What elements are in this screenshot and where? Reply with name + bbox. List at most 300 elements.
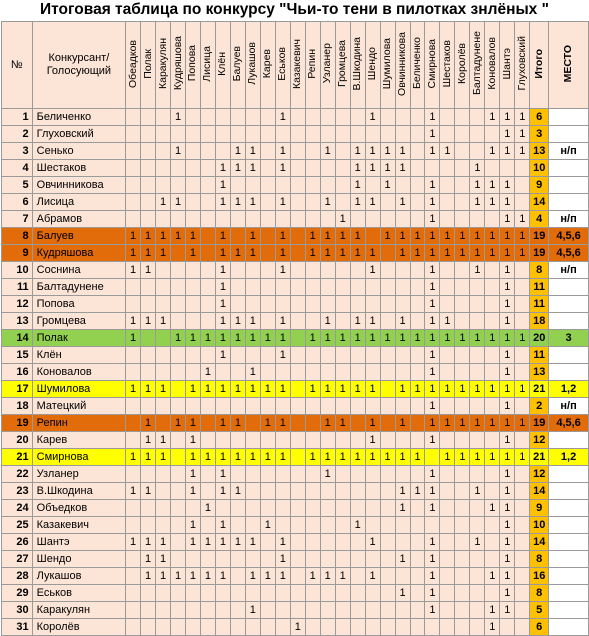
vote-cell (305, 279, 320, 296)
vote-cell (395, 466, 410, 483)
vote-cell: 1 (410, 228, 425, 245)
table-row (2, 296, 589, 313)
vote-cell: 1 (335, 330, 350, 347)
vote-cell (470, 466, 485, 483)
vote-cell (380, 517, 395, 534)
vote-cell: 1 (335, 449, 350, 466)
vote-cell (215, 551, 230, 568)
vote-cell (350, 126, 365, 143)
vote-cell: 1 (515, 245, 530, 262)
vote-cell: 1 (200, 381, 215, 398)
vote-cell: 1 (425, 143, 440, 160)
vote-cell (395, 517, 410, 534)
header-voter (320, 22, 335, 109)
vote-cell (275, 126, 290, 143)
total-cell: 14 (530, 534, 549, 551)
table-row (2, 602, 589, 619)
row-number: 10 (2, 262, 33, 279)
vote-cell: 1 (485, 619, 500, 636)
vote-cell: 1 (126, 228, 141, 245)
vote-cell (455, 160, 470, 177)
vote-cell (185, 194, 200, 211)
vote-cell (395, 364, 410, 381)
vote-cell (290, 466, 305, 483)
vote-cell: 1 (365, 194, 380, 211)
total-cell: 12 (530, 466, 549, 483)
vote-cell: 1 (215, 568, 230, 585)
vote-cell: 1 (500, 551, 515, 568)
header-voter (485, 22, 500, 109)
vote-cell (365, 211, 380, 228)
vote-cell (200, 279, 215, 296)
vote-cell: 1 (245, 313, 260, 330)
row-number: 16 (2, 364, 33, 381)
vote-cell: 1 (200, 330, 215, 347)
vote-cell: 1 (141, 432, 156, 449)
vote-cell (290, 330, 305, 347)
vote-cell: 1 (395, 330, 410, 347)
vote-cell (485, 211, 500, 228)
contestant-name: Сенько (32, 143, 125, 160)
vote-cell: 1 (171, 109, 186, 126)
vote-cell (410, 177, 425, 194)
vote-cell (485, 364, 500, 381)
vote-cell (410, 262, 425, 279)
vote-cell: 1 (260, 568, 275, 585)
vote-cell (470, 398, 485, 415)
vote-cell (335, 126, 350, 143)
vote-cell: 1 (200, 534, 215, 551)
vote-cell: 1 (141, 568, 156, 585)
vote-cell (200, 347, 215, 364)
vote-cell: 1 (500, 279, 515, 296)
vote-cell: 1 (215, 296, 230, 313)
vote-cell (320, 483, 335, 500)
total-cell: 14 (530, 483, 549, 500)
place-cell (549, 109, 589, 126)
vote-cell (156, 585, 171, 602)
vote-cell (245, 398, 260, 415)
voter-label: Королёв (455, 43, 468, 84)
place-cell (549, 279, 589, 296)
vote-cell (365, 347, 380, 364)
vote-cell (126, 109, 141, 126)
vote-cell (260, 296, 275, 313)
vote-cell: 1 (410, 449, 425, 466)
table-row (2, 619, 589, 636)
total-cell: 21 (530, 449, 549, 466)
vote-cell: 1 (410, 483, 425, 500)
vote-cell: 1 (275, 245, 290, 262)
vote-cell: 1 (485, 330, 500, 347)
vote-cell (470, 279, 485, 296)
vote-cell (515, 364, 530, 381)
vote-cell (320, 585, 335, 602)
vote-cell (305, 585, 320, 602)
vote-cell (200, 313, 215, 330)
vote-cell: 1 (515, 381, 530, 398)
vote-cell: 1 (185, 449, 200, 466)
contestant-name: Балтадунене (32, 279, 125, 296)
vote-cell: 1 (245, 160, 260, 177)
header-voter (410, 22, 425, 109)
vote-cell: 1 (171, 143, 186, 160)
contestant-name: Беличенко (32, 109, 125, 126)
vote-cell: 1 (156, 449, 171, 466)
vote-cell (126, 347, 141, 364)
vote-cell: 1 (215, 483, 230, 500)
vote-cell (305, 551, 320, 568)
vote-cell (365, 228, 380, 245)
vote-cell (335, 296, 350, 313)
vote-cell (515, 551, 530, 568)
header-voter (500, 22, 515, 109)
table-row (2, 500, 589, 517)
vote-cell (185, 177, 200, 194)
vote-cell: 1 (410, 245, 425, 262)
vote-cell (455, 483, 470, 500)
table-row (2, 398, 589, 415)
contestant-name: Соснина (32, 262, 125, 279)
vote-cell (320, 211, 335, 228)
vote-cell: 1 (305, 245, 320, 262)
voter-label: Овчинникова (396, 31, 409, 96)
vote-cell (156, 296, 171, 313)
voter-label: Узланер (321, 43, 334, 84)
vote-cell (185, 109, 200, 126)
vote-cell (350, 347, 365, 364)
vote-cell: 1 (230, 415, 245, 432)
vote-cell (230, 126, 245, 143)
header-voter (395, 22, 410, 109)
vote-cell (230, 551, 245, 568)
vote-cell: 1 (335, 245, 350, 262)
vote-cell: 1 (215, 262, 230, 279)
vote-cell (410, 109, 425, 126)
table-row (2, 245, 589, 262)
vote-cell (230, 619, 245, 636)
vote-cell: 1 (200, 449, 215, 466)
vote-cell (485, 313, 500, 330)
vote-cell: 1 (275, 449, 290, 466)
vote-cell (126, 602, 141, 619)
vote-cell (485, 551, 500, 568)
vote-cell (260, 619, 275, 636)
vote-cell: 1 (275, 313, 290, 330)
vote-cell (440, 517, 455, 534)
vote-cell (141, 347, 156, 364)
vote-cell (185, 313, 200, 330)
vote-cell (290, 143, 305, 160)
vote-cell (440, 194, 455, 211)
vote-cell (380, 245, 395, 262)
vote-cell: 1 (440, 245, 455, 262)
place-cell (549, 194, 589, 211)
vote-cell (440, 364, 455, 381)
vote-cell (185, 211, 200, 228)
row-number: 15 (2, 347, 33, 364)
contestant-name: Коновалов (32, 364, 125, 381)
vote-cell: 1 (470, 449, 485, 466)
vote-cell (335, 602, 350, 619)
place-cell (549, 500, 589, 517)
vote-cell (230, 296, 245, 313)
vote-cell (141, 211, 156, 228)
vote-cell (515, 313, 530, 330)
vote-cell (290, 194, 305, 211)
vote-cell (156, 330, 171, 347)
vote-cell (380, 466, 395, 483)
vote-cell: 1 (350, 160, 365, 177)
vote-cell: 1 (380, 177, 395, 194)
vote-cell: 1 (141, 449, 156, 466)
header-voter (455, 22, 470, 109)
vote-cell: 1 (245, 449, 260, 466)
vote-cell: 1 (470, 160, 485, 177)
place-cell (549, 602, 589, 619)
voter-label: Беличенко (411, 37, 423, 90)
vote-cell (171, 585, 186, 602)
header-row (2, 22, 589, 109)
voter-label: Обеадков (126, 39, 139, 88)
vote-cell (230, 432, 245, 449)
vote-cell: 1 (230, 381, 245, 398)
vote-cell (365, 398, 380, 415)
vote-cell (320, 551, 335, 568)
vote-cell (141, 602, 156, 619)
header-place (549, 22, 589, 109)
vote-cell: 1 (365, 432, 380, 449)
vote-cell (410, 126, 425, 143)
vote-cell: 1 (500, 330, 515, 347)
vote-cell: 1 (515, 126, 530, 143)
vote-cell (156, 500, 171, 517)
vote-cell: 1 (215, 466, 230, 483)
vote-cell (260, 262, 275, 279)
vote-cell (200, 194, 215, 211)
table-row (2, 585, 589, 602)
vote-cell (350, 602, 365, 619)
vote-cell (200, 466, 215, 483)
vote-cell (290, 415, 305, 432)
vote-cell (275, 500, 290, 517)
vote-cell (440, 551, 455, 568)
vote-cell (171, 296, 186, 313)
table-row (2, 126, 589, 143)
vote-cell (141, 126, 156, 143)
header-total (530, 22, 549, 109)
vote-cell (320, 432, 335, 449)
vote-cell (171, 347, 186, 364)
vote-cell (440, 296, 455, 313)
vote-cell: 1 (126, 534, 141, 551)
vote-cell: 1 (200, 568, 215, 585)
total-cell: 9 (530, 177, 549, 194)
voter-label: Полак (141, 48, 154, 79)
vote-cell (171, 177, 186, 194)
vote-cell (200, 228, 215, 245)
vote-cell (455, 262, 470, 279)
row-number: 28 (2, 568, 33, 585)
vote-cell: 1 (425, 500, 440, 517)
vote-cell (126, 398, 141, 415)
vote-cell (230, 262, 245, 279)
vote-cell (455, 313, 470, 330)
vote-cell (410, 160, 425, 177)
vote-cell: 1 (275, 194, 290, 211)
header-voter (335, 22, 350, 109)
total-cell: 8 (530, 585, 549, 602)
vote-cell (515, 296, 530, 313)
vote-cell (230, 602, 245, 619)
vote-cell: 1 (171, 568, 186, 585)
voter-label: Казакевич (291, 38, 304, 89)
vote-cell: 1 (395, 415, 410, 432)
vote-cell: 1 (275, 262, 290, 279)
vote-cell: 1 (500, 517, 515, 534)
voter-label: Лукашов (246, 42, 259, 85)
vote-cell: 1 (365, 160, 380, 177)
vote-cell (141, 466, 156, 483)
vote-cell: 1 (440, 143, 455, 160)
vote-cell (126, 194, 141, 211)
vote-cell (305, 415, 320, 432)
vote-cell: 1 (365, 330, 380, 347)
vote-cell (320, 296, 335, 313)
vote-cell (305, 194, 320, 211)
vote-cell: 1 (425, 551, 440, 568)
contestant-name: Матецкий (32, 398, 125, 415)
vote-cell: 1 (395, 381, 410, 398)
vote-cell: 1 (455, 245, 470, 262)
vote-cell: 1 (470, 194, 485, 211)
place-cell: 1,2 (549, 381, 589, 398)
vote-cell (185, 126, 200, 143)
vote-cell (305, 602, 320, 619)
vote-cell (290, 245, 305, 262)
vote-cell: 1 (425, 602, 440, 619)
vote-cell: 1 (215, 415, 230, 432)
vote-cell: 1 (395, 585, 410, 602)
vote-cell (335, 534, 350, 551)
vote-cell: 1 (305, 449, 320, 466)
total-cell: 19 (530, 245, 549, 262)
vote-cell (335, 619, 350, 636)
vote-cell (455, 551, 470, 568)
vote-cell: 1 (380, 449, 395, 466)
vote-cell (320, 602, 335, 619)
vote-cell (290, 551, 305, 568)
vote-cell (320, 160, 335, 177)
vote-cell (215, 143, 230, 160)
vote-cell: 1 (485, 449, 500, 466)
header-voter (350, 22, 365, 109)
vote-cell (410, 143, 425, 160)
place-cell (549, 296, 589, 313)
vote-cell (410, 551, 425, 568)
vote-cell: 1 (320, 449, 335, 466)
row-number: 12 (2, 296, 33, 313)
header-name: Конкурсант/ Голосующий (32, 22, 125, 109)
vote-cell (455, 364, 470, 381)
vote-cell: 1 (425, 194, 440, 211)
vote-cell: 1 (365, 534, 380, 551)
vote-cell: 1 (171, 415, 186, 432)
vote-cell (141, 279, 156, 296)
vote-cell (350, 483, 365, 500)
vote-cell (215, 602, 230, 619)
vote-cell (126, 279, 141, 296)
header-voter (141, 22, 156, 109)
vote-cell (171, 432, 186, 449)
vote-cell (260, 500, 275, 517)
vote-cell (260, 194, 275, 211)
vote-cell: 1 (500, 466, 515, 483)
place-cell: н/п (549, 143, 589, 160)
vote-cell: 1 (230, 313, 245, 330)
place-cell (549, 126, 589, 143)
vote-cell (260, 313, 275, 330)
vote-cell (290, 160, 305, 177)
row-number: 6 (2, 194, 33, 211)
row-number: 20 (2, 432, 33, 449)
vote-cell: 1 (500, 313, 515, 330)
vote-cell (365, 279, 380, 296)
vote-cell (171, 279, 186, 296)
vote-cell: 1 (230, 534, 245, 551)
vote-cell (290, 279, 305, 296)
vote-cell (185, 398, 200, 415)
total-cell: 2 (530, 398, 549, 415)
vote-cell (335, 194, 350, 211)
vote-cell: 1 (500, 568, 515, 585)
vote-cell (455, 109, 470, 126)
vote-cell (245, 551, 260, 568)
vote-cell (335, 279, 350, 296)
vote-cell: 1 (500, 602, 515, 619)
vote-cell (185, 551, 200, 568)
header-voter (245, 22, 260, 109)
vote-cell: 1 (515, 211, 530, 228)
vote-cell: 1 (245, 330, 260, 347)
vote-cell: 1 (156, 381, 171, 398)
vote-cell: 1 (395, 449, 410, 466)
contestant-name: Кудряшова (32, 245, 125, 262)
vote-cell (380, 313, 395, 330)
vote-cell (290, 296, 305, 313)
vote-cell (320, 500, 335, 517)
total-cell: 4 (530, 211, 549, 228)
contestant-name: Клён (32, 347, 125, 364)
vote-cell: 1 (185, 228, 200, 245)
table-row (2, 415, 589, 432)
total-cell: 6 (530, 619, 549, 636)
vote-cell: 1 (440, 381, 455, 398)
vote-cell (320, 262, 335, 279)
header-voter (275, 22, 290, 109)
vote-cell (126, 517, 141, 534)
vote-cell: 1 (141, 313, 156, 330)
vote-cell (365, 364, 380, 381)
vote-cell (380, 296, 395, 313)
vote-cell: 1 (500, 194, 515, 211)
vote-cell: 1 (156, 228, 171, 245)
vote-cell (365, 500, 380, 517)
vote-cell (260, 211, 275, 228)
vote-cell (230, 585, 245, 602)
vote-cell (126, 432, 141, 449)
vote-cell (290, 347, 305, 364)
